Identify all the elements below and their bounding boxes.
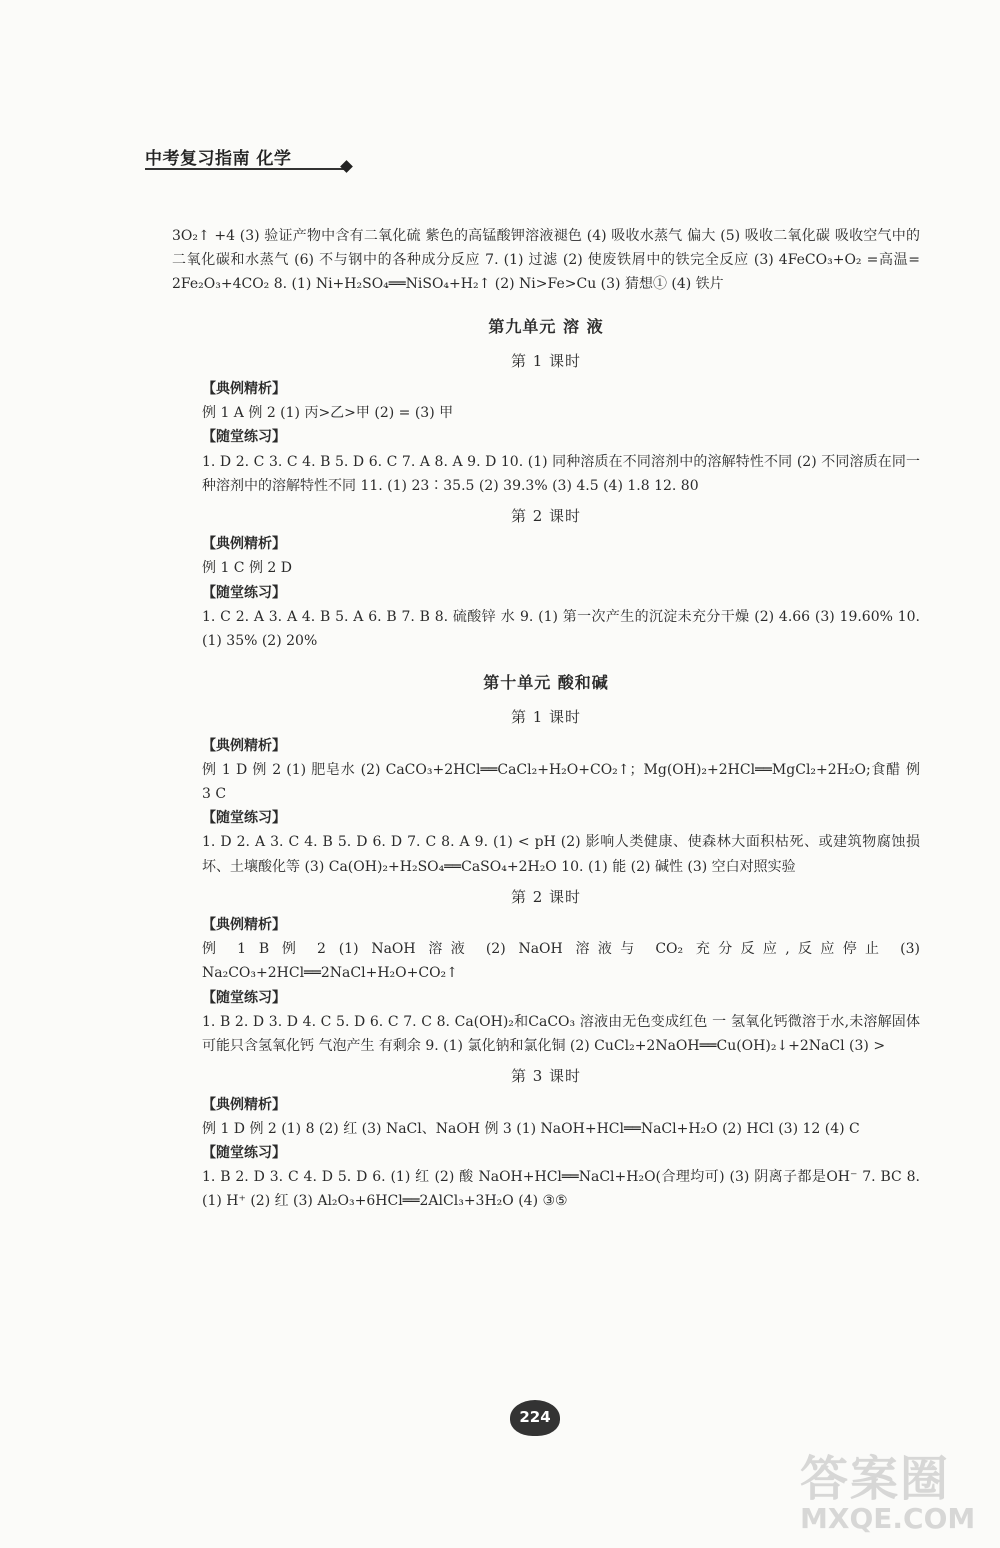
practice-text: 1. B 2. D 3. C 4. D 5. D 6. (1) 红 (2) 酸 NaOH+HCl══NaCl+H₂O(合理均可) (3) 阴离子都是OH⁻ 7. BC 8. (1) H⁺ (2) 红 (3) Al₂O₃+6HCl══2AlCl₃+3H₂O (4) ③⑤: [202, 1169, 920, 1210]
practice-label: 【随堂练习】: [202, 989, 286, 1006]
lesson-title: 第 1 课时: [510, 351, 582, 370]
examples-text: 例 1 A 例 2 (1) 丙>乙>甲 (2) = (3) 甲: [202, 405, 454, 422]
examples-label: 【典例精析】: [202, 737, 286, 754]
page-number-badge: [510, 1400, 560, 1436]
lesson-title: 第 2 课时: [510, 507, 582, 526]
lesson-title: 第 3 课时: [510, 1067, 582, 1086]
practice-label: 【随堂练习】: [202, 584, 286, 601]
practice-label: 【随堂练习】: [202, 429, 286, 446]
practice-text: 1. B 2. D 3. D 4. C 5. D 6. C 7. C 8. Ca(OH)₂和CaCO₃ 溶液由无色变成红色 一 氢氧化钙微溶于水,未溶解固体可能只含氢氧化钙 气泡产生 有剩余 9. (1) 氯化钠和氯化铜 (2) CuCl₂+2NaOH══Cu(OH)₂↓+2NaCl (3) >: [202, 1013, 920, 1055]
examples-label: 【典例精析】: [202, 917, 286, 934]
intro-paragraph: 3O₂↑ +4 (3) 验证产物中含有二氧化硫 紫色的高锰酸钾溶液褪色 (4) 吸收水蒸气 偏大 (5) 吸收二氧化碳 吸收空气中的二氧化碳和水蒸气 (6) 不与钢中的各种成分反应 7. (1) 过滤 (2) 使废铁屑中的铁完全反应 (3) 4FeCO₃+O₂ =高温= 2Fe₂O₃+4CO₂ 8. (1) Ni+H₂SO₄══NiSO₄+H₂↑ (2) Ni>Fe>Cu (3) 猜想① (4) 铁片: [172, 228, 920, 293]
examples-label: 【典例精析】: [202, 381, 286, 398]
examples-text: 例 1 D 例 2 (1) 肥皂水 (2) CaCO₃+2HCl══CaCl₂+H₂O+CO₂↑；Mg(OH)₂+2HCl══MgCl₂+2H₂O;食醋 例 3 C: [202, 761, 920, 803]
lesson-title: 第 2 课时: [510, 887, 582, 906]
practice-text: 1. D 2. A 3. C 4. B 5. D 6. D 7. C 8. A 9. (1) < pH (2) 影响人类健康、使森林大面积枯死、或建筑物腐蚀损坏、土壤酸化等 (3) Ca(OH)₂+H₂SO₄══CaSO₄+2H₂O 10. (1) 能 (2) 碱性 (3) 空白对照实验: [202, 834, 920, 875]
header-rule: [145, 168, 345, 170]
practice-label: 【随堂练习】: [202, 1144, 286, 1161]
unit-title: 第十单元 酸和碱: [483, 673, 609, 693]
answer-content: [172, 224, 920, 1214]
examples-text: 例 1 C 例 2 D: [202, 560, 293, 577]
examples-label: 【典例精析】: [202, 1096, 286, 1113]
header-title: 中考复习指南 化学: [145, 149, 292, 169]
watermark-line2: MXQE.COM: [800, 1502, 976, 1535]
lesson-title: 第 1 课时: [510, 708, 582, 727]
page-number: 224: [519, 1408, 551, 1426]
unit-title: 第九单元 溶 液: [488, 316, 604, 336]
practice-text: 1. D 2. C 3. C 4. B 5. D 6. C 7. A 8. A 9. D 10. (1) 同种溶质在不同溶剂中的溶解特性不同 (2) 不同溶质在同一种溶剂中的溶解特性不同 11. (1) 23∶35.5 (2) 39.3% (3) 4.5 (4) 1.8 12. 80: [202, 453, 920, 494]
diamond-icon: [340, 160, 353, 173]
examples-text: 例 1 B 例 2 (1) NaOH 溶液 (2) NaOH 溶液与 CO₂ 充分反应,反应停止 (3) Na₂CO₃+2HCl══2NaCl+H₂O+CO₂↑: [202, 941, 920, 982]
watermark-line1: 答案圈: [800, 1451, 951, 1507]
practice-text: 1. C 2. A 3. A 4. B 5. A 6. B 7. B 8. 硫酸锌 水 9. (1) 第一次产生的沉淀未充分干燥 (2) 4.66 (3) 19.60% 10. (1) 35% (2) 20%: [202, 608, 920, 650]
practice-label: 【随堂练习】: [202, 810, 286, 827]
examples-label: 【典例精析】: [202, 536, 286, 553]
watermark: [790, 1440, 990, 1540]
running-header: [145, 142, 360, 172]
examples-text: 例 1 D 例 2 (1) 8 (2) 红 (3) NaCl、NaOH 例 3 (1) NaOH+HCl══NaCl+H₂O (2) HCl (3) 12 (4) C: [202, 1120, 860, 1137]
